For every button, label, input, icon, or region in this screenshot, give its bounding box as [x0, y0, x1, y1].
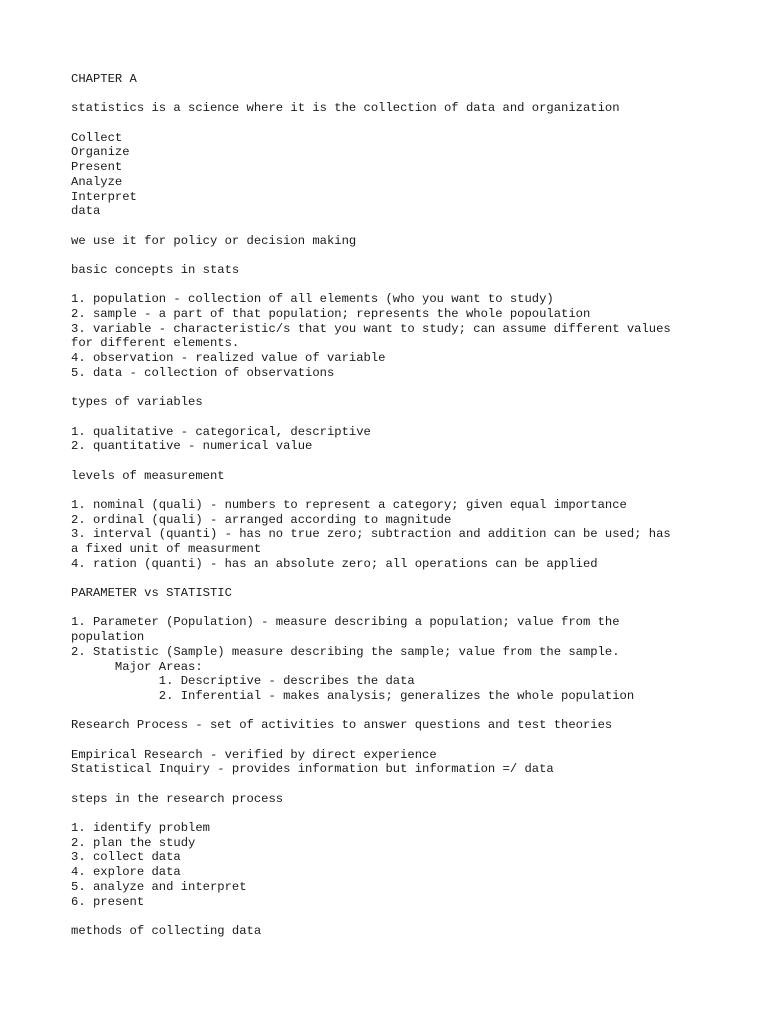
list-item: 2. plan the study	[71, 835, 196, 850]
spacer	[71, 483, 711, 498]
list-item: 2. Statistic (Sample) measure describing the sample; value from the sample.	[71, 644, 620, 659]
list-item: 2. ordinal (quali) - arranged according to magnitude	[71, 512, 452, 527]
list-item: 3. collect data	[71, 850, 181, 865]
list-item: 1. Parameter (Population) - measure describing a population; value from the	[71, 615, 620, 630]
spacer	[71, 116, 711, 131]
list-item: a fixed unit of measurment	[71, 542, 262, 556]
list-item: 1. Descriptive - describes the data	[71, 674, 415, 689]
chapter-heading: CHAPTER A	[71, 72, 137, 86]
list-item: 1. nominal (quali) - numbers to represent a category; given equal importance	[71, 497, 627, 512]
list-item: 1. identify problem	[71, 821, 210, 836]
process-word: Interpret	[71, 189, 137, 204]
spacer	[71, 278, 711, 293]
methods-heading: methods of collecting data	[71, 923, 262, 938]
spacer	[71, 571, 711, 586]
list-item: 4. observation - realized value of variable	[71, 351, 386, 366]
statistics-definition: statistics is a science where it is the collection of data and organization	[71, 101, 620, 116]
process-word: Collect	[71, 130, 123, 145]
spacer	[71, 733, 711, 748]
spacer	[71, 909, 711, 924]
list-item: 5. analyze and interpret	[71, 879, 247, 894]
spacer	[71, 410, 711, 425]
research-process-text: Research Process - set of activities to answer questions and test theories	[71, 718, 613, 733]
spacer	[71, 454, 711, 469]
list-item: 3. variable - characteristic/s that you want to study; can assume different values	[71, 321, 671, 336]
process-word: Analyze	[71, 174, 123, 189]
steps-heading: steps in the research process	[71, 791, 284, 806]
list-item: 4. explore data	[71, 865, 181, 880]
list-item: population	[71, 630, 145, 645]
process-word: Organize	[71, 145, 130, 160]
list-item: 2. sample - a part of that population; represents the whole popoulation	[71, 307, 591, 321]
basic-concepts-heading: basic concepts in stats	[71, 262, 240, 277]
spacer	[71, 601, 711, 616]
spacer	[71, 806, 711, 821]
spacer	[71, 777, 711, 792]
research-type: Empirical Research - verified by direct experience	[71, 747, 437, 762]
list-item: Major Areas:	[71, 659, 203, 674]
list-item: 6. present	[71, 894, 145, 909]
list-item: 5. data - collection of observations	[71, 365, 335, 380]
spacer	[71, 704, 711, 719]
list-item: for different elements.	[71, 336, 240, 351]
usage-text: we use it for policy or decision making	[71, 233, 357, 248]
list-item: 3. interval (quanti) - has no true zero; subtraction and addition can be used; has	[71, 527, 671, 542]
list-item: 1. population - collection of all elements (who you want to study)	[71, 292, 554, 307]
list-item: 2. quantitative - numerical value	[71, 439, 313, 454]
list-item: 2. Inferential - makes analysis; generalizes the whole population	[71, 688, 635, 703]
list-item: 4. ration (quanti) - has an absolute zero; all operations can be applied	[71, 556, 598, 571]
spacer	[71, 380, 711, 395]
process-word: data	[71, 204, 101, 219]
list-item: 1. qualitative - categorical, descriptive	[71, 424, 371, 439]
levels-of-measurement-heading: levels of measurement	[71, 468, 225, 483]
document-page	[71, 72, 711, 939]
research-type: Statistical Inquiry - provides information but information =/ data	[71, 762, 554, 777]
spacer	[71, 219, 711, 234]
spacer	[71, 87, 711, 102]
parameter-vs-statistic-heading: PARAMETER vs STATISTIC	[71, 586, 232, 601]
spacer	[71, 248, 711, 263]
types-of-variables-heading: types of variables	[71, 395, 203, 410]
process-word: Present	[71, 160, 123, 175]
